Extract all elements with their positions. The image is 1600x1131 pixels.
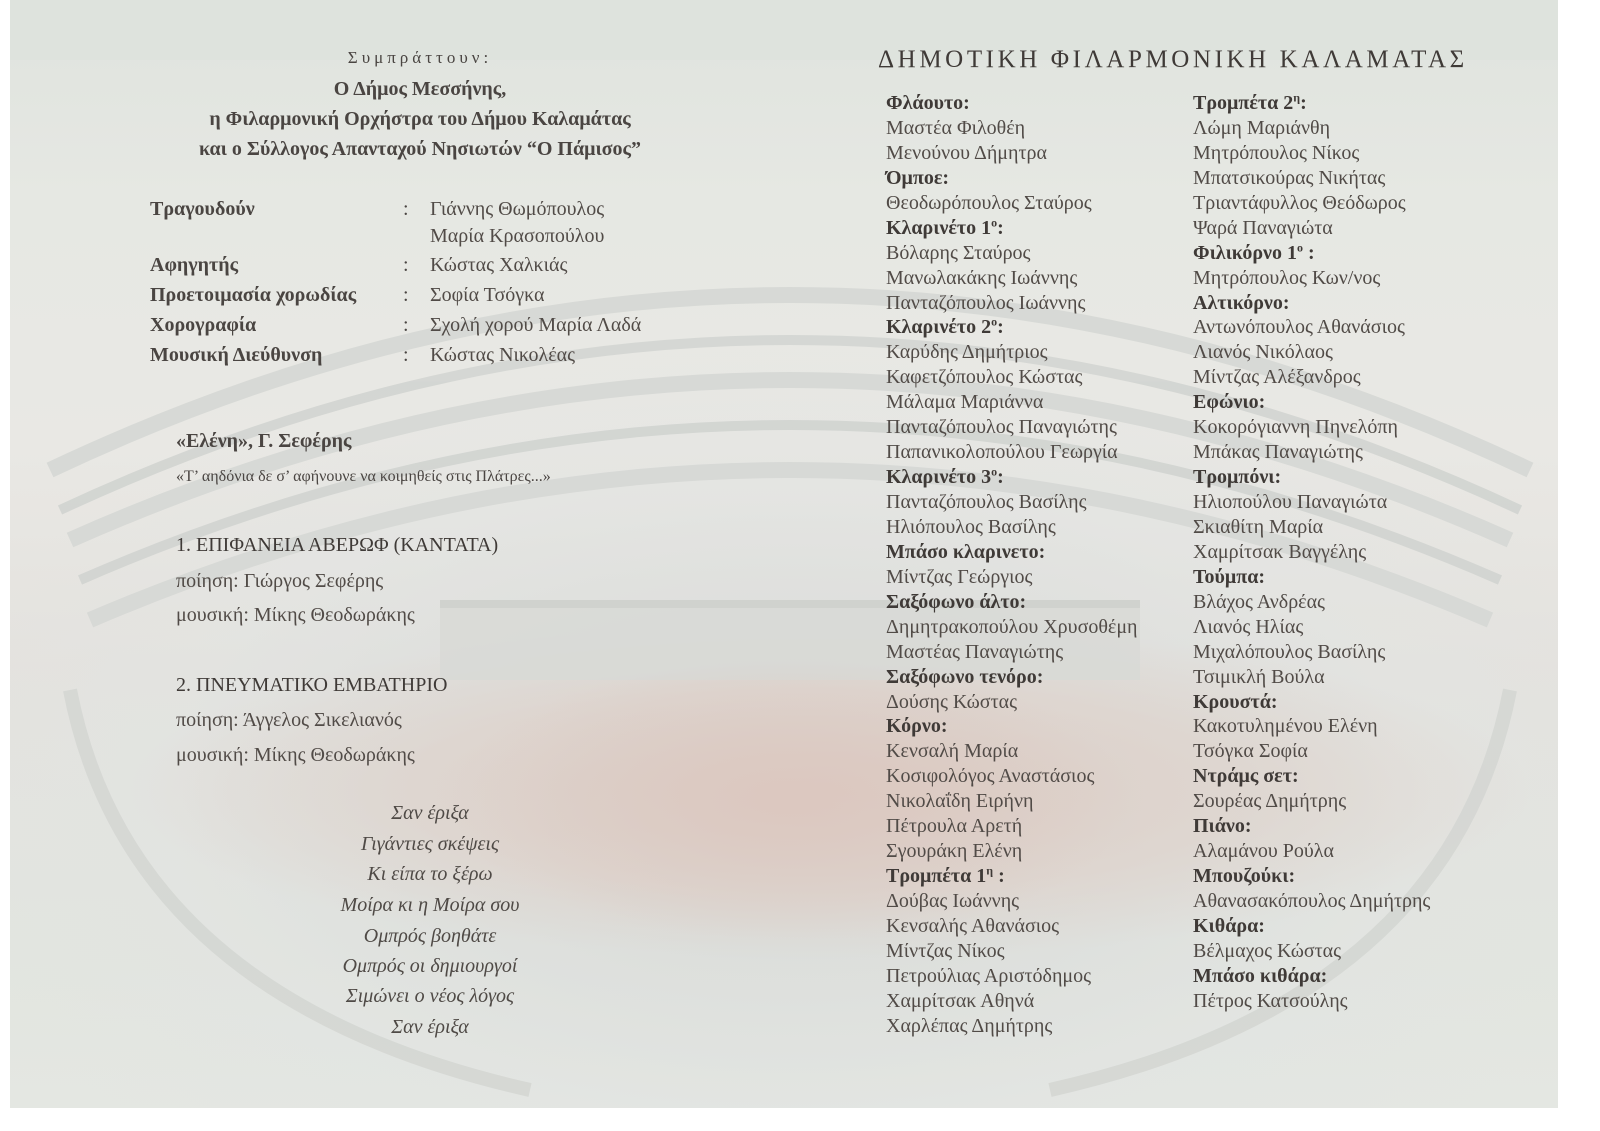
- instrument-heading: Κλαρινέτο $1^o$:: [886, 215, 1004, 239]
- credit-value: Γιάννης Θωμόπουλος: [430, 198, 605, 220]
- musician-name: Τσόγκα Σοφία: [1193, 740, 1308, 763]
- instrument-heading: Αλτικόρνο:: [1193, 291, 1290, 314]
- musician-name: Κακοτυλημένου Ελένη: [1193, 715, 1378, 738]
- musician-name: Μιχαλόπουλος Βασίλης: [1193, 640, 1386, 663]
- credit-value: Σχολή χορού Μαρία Λαδά: [430, 314, 642, 336]
- musician-name: Δούβας Ιωάννης: [886, 890, 1020, 912]
- instrument-heading: Εφώνιο:: [1193, 391, 1266, 414]
- musician-name: Καρύδης Δημήτριος: [886, 341, 1048, 364]
- credit-value: Μαρία Κρασοπούλου: [430, 225, 605, 247]
- instrument-heading: Τρομπέτα $2^\eta$:: [1193, 90, 1307, 114]
- song-title: 2. ΠΝΕΥΜΑΤΙΚΟ ΕΜΒΑΤΗΡΙΟ: [176, 674, 448, 696]
- lyric-line: Κι είπα το ξέρω: [367, 863, 493, 885]
- instrument-heading: Σαξόφωνο τενόρο:: [886, 665, 1044, 688]
- musician-name: Μαστέα Φιλοθέη: [886, 116, 1026, 139]
- musician-name: Χαμρίτσακ Βαγγέλης: [1193, 540, 1367, 563]
- credit-label: Χορογραφία: [150, 314, 257, 336]
- musician-name: Αθανασακόπουλος Δημήτρης: [1193, 890, 1431, 912]
- song-music: μουσική: Μίκης Θεοδωράκης: [176, 604, 415, 626]
- instrument-heading: Κλαρινέτο $2^o$:: [886, 314, 1004, 339]
- musician-name: Πέτρος Κατσούλης: [1193, 989, 1348, 1012]
- musician-name: Θεοδωρόπουλος Σταύρος: [886, 191, 1092, 214]
- song-music: μουσική: Μίκης Θεοδωράκης: [176, 744, 415, 766]
- musician-name: Χαμρίτσακ Αθηνά: [886, 989, 1035, 1012]
- musician-name: Δούσης Κώστας: [886, 690, 1018, 713]
- instrument-heading: Όμποε:: [886, 166, 950, 189]
- musician-name: Τριαντάφυλλος Θεόδωρος: [1193, 191, 1406, 214]
- instrument-heading: Φιλικόρνο $1^o$ :: [1193, 239, 1315, 264]
- program-page: [10, 0, 1558, 1108]
- instrument-heading: Μπάσο κλαρινετο:: [886, 540, 1046, 563]
- musician-name: Μαστέας Παναγιώτης: [886, 640, 1064, 663]
- poem-title: «Ελένη», Γ. Σεφέρης: [176, 430, 352, 452]
- credit-colon: :: [403, 314, 409, 336]
- musician-name: Παπανικολοπούλου Γεωργία: [886, 441, 1118, 464]
- instrument-heading: Μπάσο κιθάρα:: [1193, 964, 1328, 987]
- musician-name: Κενσαλής Αθανάσιος: [886, 914, 1060, 937]
- song-title: 1. ΕΠΙΦΑΝΕΙΑ ΑΒΕΡΩΦ (ΚΑΝΤΑΤΑ): [176, 534, 499, 556]
- instrument-heading: Κρουστά:: [1193, 690, 1278, 713]
- instrument-heading: Ντράμς σετ:: [1193, 765, 1299, 788]
- intro-line: Ο Δήμος Μεσσήνης,: [333, 78, 507, 100]
- musician-name: Μίντζας Νίκος: [886, 939, 1005, 962]
- song-poetry: ποίηση: Άγγελος Σικελιανός: [176, 709, 402, 731]
- musician-name: Αντωνόπουλος Αθανάσιος: [1193, 316, 1405, 339]
- musician-name: Κοσιφολόγος Αναστάσιος: [886, 765, 1095, 788]
- musician-name: Μανωλακάκης Ιωάννης: [886, 266, 1078, 289]
- instrument-heading: Κιθάρα:: [1193, 914, 1265, 937]
- orchestra-title: ΔΗΜΟΤΙΚΗ ΦΙΛΑΡΜΟΝΙΚΗ ΚΑΛΑΜΑΤΑΣ: [878, 46, 1468, 73]
- musician-name: Σουρέας Δημήτρης: [1193, 790, 1347, 813]
- musician-name: Λιανός Ηλίας: [1193, 615, 1304, 638]
- lyric-line: Σαν έριξα: [391, 802, 469, 824]
- musician-name: Κοκορόγιαννη Πηνελόπη: [1193, 416, 1398, 439]
- instrument-heading: Σαξόφωνο άλτο:: [886, 590, 1027, 613]
- credit-value: Κώστας Νικολέας: [430, 344, 576, 366]
- intro-lead: Συμπράττουν:: [347, 48, 493, 67]
- instrument-heading: Μπουζούκι:: [1193, 865, 1296, 888]
- credit-label: Μουσική Διεύθυνση: [150, 344, 323, 366]
- orchestra-column-right: [1193, 91, 1430, 1014]
- instrument-heading: Τούμπα:: [1193, 565, 1266, 588]
- musician-name: Πανταζόπουλος Παναγιώτης: [886, 416, 1117, 439]
- musician-name: Πανταζόπουλος Ιωάννης: [886, 291, 1086, 314]
- lyric-line: Γιγάντιες σκέψεις: [360, 833, 500, 855]
- musician-name: Χαρλέπας Δημήτρης: [886, 1014, 1053, 1037]
- credit-label: Προετοιμασία χορωδίας: [150, 284, 357, 306]
- musician-name: Λιανός Νικόλαος: [1193, 341, 1333, 364]
- musician-name: Μάλαμα Μαριάννα: [886, 391, 1044, 414]
- poem-verse: «Τ’ αηδόνια δε σ’ αφήνουνε να κοιμηθείς στις Πλάτρες...»: [176, 468, 551, 485]
- instrument-heading: Πιάνο:: [1193, 815, 1252, 838]
- instrument-heading: Φλάουτο:: [886, 92, 970, 114]
- lyric-line: Μοίρα κι η Μοίρα σου: [340, 894, 520, 916]
- lyric-line: Σιμώνει ο νέος λόγος: [345, 985, 515, 1007]
- credit-label: Αφηγητής: [150, 254, 239, 276]
- credit-label: Τραγουδούν: [150, 198, 255, 220]
- musician-name: Μπάκας Παναγιώτης: [1193, 441, 1363, 464]
- musician-name: Νικολαΐδη Ειρήνη: [886, 790, 1034, 813]
- lyric-line: Σαν έριξα: [391, 1016, 469, 1038]
- instrument-heading: Κόρνο:: [886, 715, 948, 738]
- intro-line: η Φιλαρμονική Ορχήστρα του Δήμου Καλαμάτας: [209, 108, 631, 130]
- lyric-line: Ομπρός βοηθάτε: [363, 925, 497, 947]
- credit-value: Κώστας Χαλκιάς: [430, 254, 568, 276]
- musician-name: Βλάχος Ανδρέας: [1193, 590, 1325, 613]
- musician-name: Λώμη Μαριάνθη: [1193, 116, 1331, 139]
- intro-line: και ο Σύλλογος Απανταχού Νησιωτών “Ο Πάμισος”: [198, 138, 641, 160]
- musician-name: Μητρόπουλος Νίκος: [1193, 141, 1360, 164]
- musician-name: Μενούνου Δήμητρα: [886, 141, 1047, 164]
- credit-value: Σοφία Τσόγκα: [430, 284, 545, 306]
- musician-name: Πετρούλιας Αριστόδημος: [886, 964, 1092, 987]
- musician-name: Δημητρακοπούλου Χρυσοθέμη: [886, 615, 1138, 638]
- credit-colon: :: [403, 284, 409, 306]
- musician-name: Μίντζας Αλέξανδρος: [1193, 366, 1361, 389]
- musician-name: Πέτρουλα Αρετή: [886, 815, 1023, 838]
- musician-name: Καφετζόπουλος Κώστας: [886, 366, 1083, 389]
- musician-name: Βόλαρης Σταύρος: [886, 241, 1031, 264]
- musician-name: Μητρόπουλος Κων/νος: [1193, 266, 1381, 289]
- credit-colon: :: [403, 254, 409, 276]
- musician-name: Σγουράκη Ελένη: [886, 840, 1023, 863]
- credit-colon: :: [403, 198, 409, 220]
- musician-name: Ηλιόπουλος Βασίλης: [886, 515, 1056, 538]
- right-page: [10, 0, 1558, 1108]
- musician-name: Μίντζας Γεώργιος: [886, 565, 1033, 588]
- orchestra-column-left: [886, 91, 1138, 1039]
- musician-name: Σκιαθίτη Μαρία: [1193, 515, 1324, 538]
- song-poetry: ποίηση: Γιώργος Σεφέρης: [176, 570, 384, 592]
- instrument-heading: Τρομπέτα $1^\eta$ :: [886, 863, 1005, 888]
- credit-colon: :: [403, 344, 409, 366]
- musician-name: Ψαρά Παναγιώτα: [1193, 216, 1333, 239]
- musician-name: Πανταζόπουλος Βασίλης: [886, 491, 1087, 513]
- lyric-line: Ομπρός οι δημιουργοί: [342, 955, 518, 977]
- instrument-heading: Τρομπόνι:: [1193, 466, 1282, 489]
- musician-name: Αλαμάνου Ρούλα: [1193, 840, 1334, 863]
- musician-name: Κενσαλή Μαρία: [886, 740, 1019, 763]
- musician-name: Βέλμαχος Κώστας: [1193, 939, 1342, 962]
- musician-name: Μπατσικούρας Νικήτας: [1193, 166, 1386, 189]
- musician-name: Ηλιοπούλου Παναγιώτα: [1193, 491, 1388, 513]
- musician-name: Τσιμικλή Βούλα: [1193, 665, 1325, 688]
- instrument-heading: Κλαρινέτο $3^o$:: [886, 464, 1004, 489]
